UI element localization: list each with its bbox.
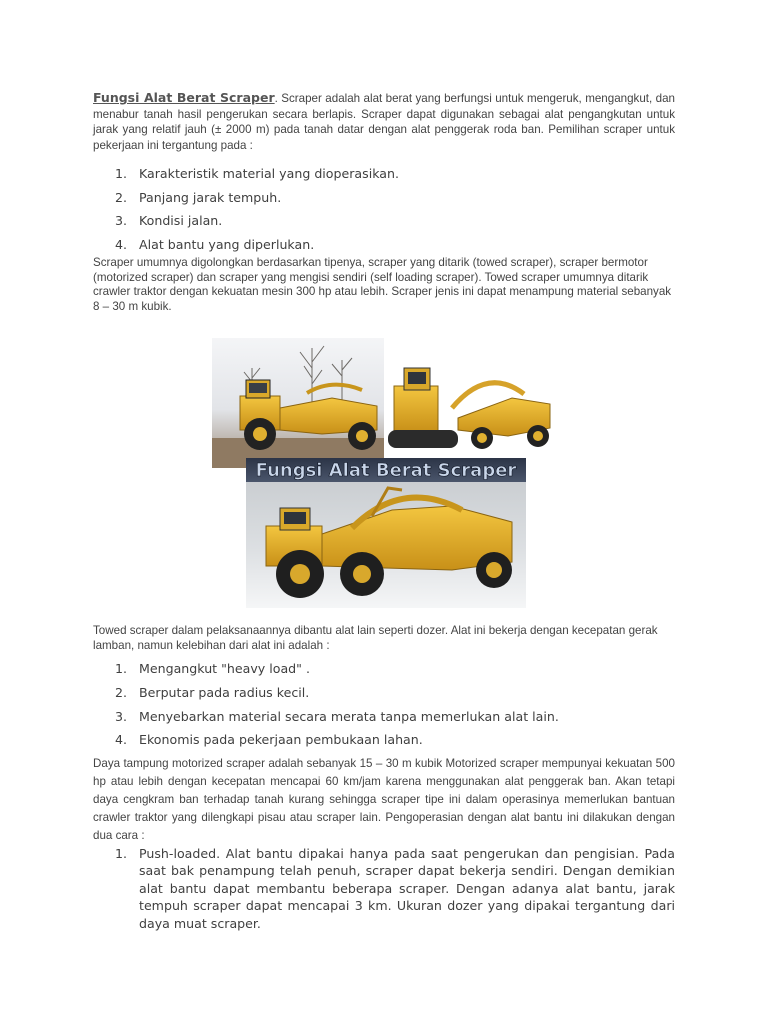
image-overlay-title: Fungsi Alat Berat Scraper [255,460,517,481]
criteria-list [93,162,675,256]
list-item [93,233,675,257]
motorized-scraper-paragraph: Daya tampung motorized scraper adalah sebanyak 15 – 30 m kubik Motorized scraper mempunyai kekuatan 500 hp atau lebih dengan kecepatan mencapai 60 km/jam karena menggunakan alat penggerak ban. Akan tetapi daya cengkram ban terhadap tanah kurang sehingga scraper tipe ini dalam operasinya memerlukan bantuan crawler traktor yang dilengkapi pisau atau scraper lain. Pengoperasian dengan alat bantu ini dilakukan dengan dua cara : [93,757,675,842]
towed-scraper-paragraph: Towed scraper dalam pelaksanaannya dibantu alat lain seperti dozer. Alat ini bekerja dengan kecepatan gerak lamban, namun kelebihan dari alat ini adalah : [93,624,658,652]
list-text: Mengangkut "heavy load" . [139,661,310,676]
list-text: Ekonomis pada pekerjaan pembukaan lahan. [139,732,423,748]
photo-towed-scraper [212,338,384,468]
intro-text: . Scraper adalah alat berat yang berfungsi untuk mengeruk, mengangkut, dan menabur tanah hasil pengerukan secara berlapis. Scraper dapat digunakan sebagai alat pengangkutan untuk jarak yang relatif jauh (± 2000 m) pada tanah datar dengan alat penggerak roda ban. Pemilihan scraper untuk pekerjaan ini tergantung pada : [93,92,676,152]
advantages-list [93,657,675,752]
list-text: Alat bantu yang diperlukan. [139,236,315,252]
list-text: Panjang jarak tempuh. [139,189,282,205]
intro-paragraph [93,90,675,153]
list-number: 2. [114,189,127,205]
list-item [93,209,675,233]
list-number: 1. [114,166,127,181]
heading-link[interactable]: Fungsi Alat Berat Scraper [93,90,275,105]
list-number: 4. [114,236,127,252]
list-text: Push-loaded. Alat bantu dipakai hanya pada saat pengerukan dan pengisian. Pada saat bak penampung telah penuh, scraper dapat bekerja sendiri. Dengan demikian alat bantu dapat membantu beberapa scraper. Dengan adanya alat bantu, jarak tempuh scraper dapat mencapai 3 km. Ukuran dozer yang dipakai tergantung dari daya muat scraper. [139,846,675,931]
scraper-types-paragraph: Scraper umumnya digolongkan berdasarkan tipenya, scraper yang ditarik (towed scraper), scraper bermotor (motorized scraper) dan scraper yang mengisi sendiri (self loading scraper). Towed scraper umumnya ditarik crawler traktor dengan kekuatan mesin 300 hp atau lebih. Scraper jenis ini dapat menampung material sebanyak 8 – 30 m kubik. [93,256,672,313]
list-number: 3. [114,213,127,228]
operation-list [93,845,675,932]
list-number: 3. [114,708,127,724]
list-item [93,186,675,210]
list-number: 2. [114,684,127,700]
list-item [93,845,675,932]
list-number: 4. [114,732,127,748]
list-text: Menyebarkan material secara merata tanpa memerlukan alat lain. [139,708,559,724]
list-number: 1. [114,661,127,676]
list-item [93,162,675,186]
list-item [93,657,675,681]
list-text: Berputar pada radius kecil. [139,684,310,700]
list-text: Kondisi jalan. [139,213,223,228]
scraper-image [212,338,556,610]
list-item [93,681,675,705]
list-number: 1. [114,846,127,861]
photo-crawler-scraper [384,338,556,468]
list-item [93,728,675,752]
list-text: Karakteristik material yang dioperasikan. [139,166,399,181]
list-item [93,705,675,729]
